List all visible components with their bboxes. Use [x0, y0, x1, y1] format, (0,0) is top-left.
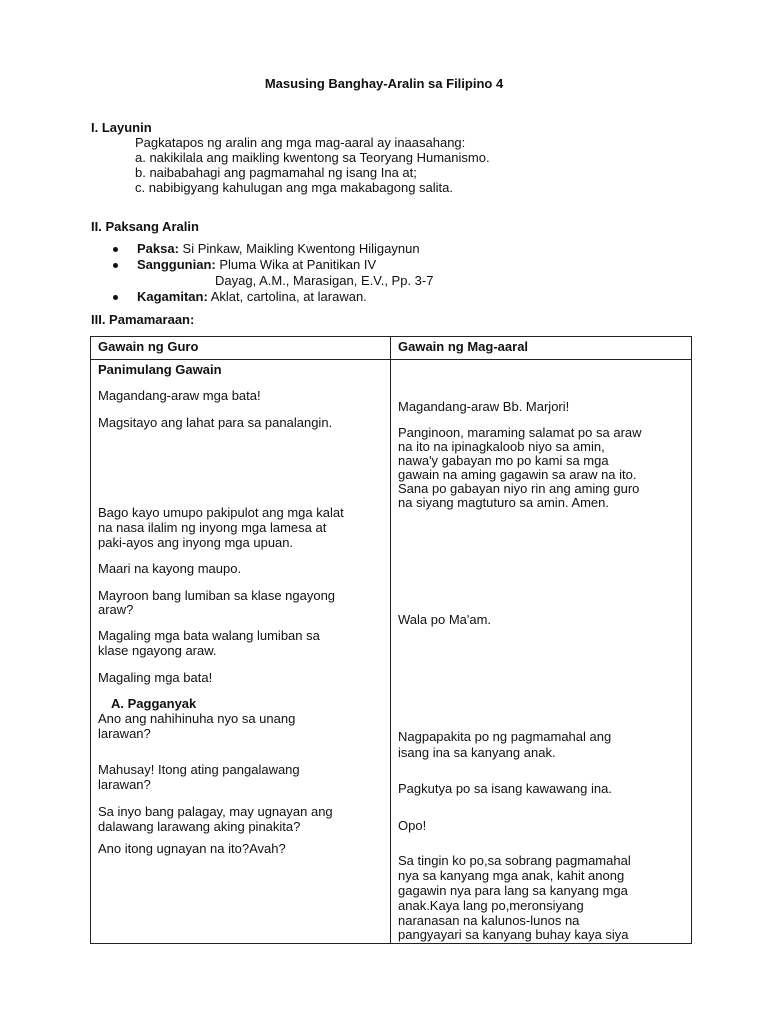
guro-line: Magsitayo ang lahat para sa panalangin.	[98, 415, 333, 430]
bullet-icon	[113, 295, 118, 300]
magaaral-line: nawa'y gabayan mo po kami sa mga	[398, 453, 609, 468]
guro-line: dalawang larawang aking pinakita?	[98, 819, 301, 834]
magaaral-line: Sana po gabayan niyo rin ang aming guro	[398, 481, 640, 496]
magaaral-line: anak.Kaya lang po,meronsiyang	[398, 898, 584, 913]
section-heading-paksang-aralin: II. Paksang Aralin	[91, 219, 199, 234]
guro-line: paki-ayos ang inyong mga upuan.	[98, 535, 294, 550]
guro-line: na nasa ilalim ng inyong mga lamesa at	[98, 520, 327, 535]
magaaral-line: Panginoon, maraming salamat po sa araw	[398, 425, 642, 440]
magaaral-line: isang ina sa kanyang anak.	[398, 745, 556, 760]
guro-cell	[91, 360, 391, 944]
section-heading-layunin: I. Layunin	[91, 120, 152, 135]
magaaral-line: na siyang magtuturo sa amin. Amen.	[398, 495, 610, 510]
magaaral-line: gawain na aming gagawin sa araw na ito.	[398, 467, 637, 482]
list-item-kagamitan	[113, 289, 673, 305]
magaaral-line: nya sa kanyang mga anak, kahit anong	[398, 868, 625, 883]
sanggunian-label: Sanggunian:	[137, 257, 216, 272]
paksang-aralin-list	[113, 241, 673, 305]
table-row	[91, 360, 692, 944]
objectives-intro: Pagkatapos ng aralin ang mga mag-aaral ay inaasahang:	[135, 135, 466, 150]
sanggunian-continuation: Dayag, A.M., Marasigan, E.V., Pp. 3-7	[215, 273, 434, 288]
guro-line: Bago kayo umupo pakipulot ang mga kalat	[98, 505, 344, 520]
guro-line: Magandang-araw mga bata!	[98, 388, 261, 403]
guro-line: Magaling mga bata walang lumiban sa	[98, 628, 320, 643]
objective-item: c. nabibigyang kahulugan ang mga makabagong salita.	[135, 180, 454, 195]
guro-line: Ano itong ugnayan na ito?Avah?	[98, 841, 286, 856]
section-heading-pamamaraan: III. Pamamaraan:	[91, 312, 195, 327]
magaaral-line: Nagpapakita po ng pagmamahal ang	[398, 729, 612, 744]
kagamitan-value: Aklat, cartolina, at larawan.	[210, 289, 367, 304]
bullet-icon	[113, 247, 118, 252]
objective-item: a. nakikilala ang maikling kwentong sa Teoryang Humanismo.	[135, 150, 490, 165]
guro-line: Mayroon bang lumiban sa klase ngayong	[98, 588, 336, 603]
magaaral-line: pangyayari sa kanyang buhay kaya siya	[398, 927, 629, 942]
pagganyak-heading: A. Pagganyak	[111, 696, 197, 711]
magaaral-line: na ito na ipinagkaloob niyo sa amin,	[398, 439, 605, 454]
magaaral-line: Sa tingin ko po,sa sobrang pagmamahal	[398, 853, 631, 868]
guro-line: Maari na kayong maupo.	[98, 561, 242, 576]
paksa-value: Si Pinkaw, Maikling Kwentong Hiligaynun	[182, 241, 420, 256]
guro-line: Magaling mga bata!	[98, 670, 213, 685]
guro-line: klase ngayong araw.	[98, 643, 217, 658]
table-header-row	[91, 337, 692, 360]
sanggunian-value: Pluma Wika at Panitikan IV	[219, 257, 377, 272]
guro-line: Ano ang nahihinuha nyo sa unang	[98, 711, 296, 726]
list-item-paksa	[113, 241, 673, 257]
magaaral-line: Magandang-araw Bb. Marjori!	[398, 399, 570, 414]
guro-line: larawan?	[98, 777, 151, 792]
bullet-icon	[113, 263, 118, 268]
guro-line: Sa inyo bang palagay, may ugnayan ang	[98, 804, 333, 819]
magaaral-line: Wala po Ma'am.	[398, 612, 492, 627]
column-header-magaaral: Gawain ng Mag-aaral	[391, 337, 692, 360]
objectives	[135, 135, 635, 195]
magaaral-line: Pagkutya po sa isang kawawang ina.	[398, 781, 612, 796]
panimulang-gawain-heading: Panimulang Gawain	[98, 362, 222, 377]
objective-item: b. naibabahagi ang pagmamahal ng isang Ina at;	[135, 165, 417, 180]
guro-line: larawan?	[98, 726, 151, 741]
guro-line: Mahusay! Itong ating pangalawang	[98, 762, 300, 777]
magaaral-line: Opo!	[398, 818, 427, 833]
list-item-sanggunian	[113, 257, 673, 273]
magaaral-line: naranasan na kalunos-lunos na	[398, 913, 580, 928]
magaaral-line: gagawin nya para lang sa kanyang mga	[398, 883, 628, 898]
magaaral-cell	[391, 360, 692, 944]
page-title: Masusing Banghay-Aralin sa Filipino 4	[264, 76, 504, 91]
column-header-guro: Gawain ng Guro	[91, 337, 391, 360]
paksa-label: Paksa:	[137, 241, 179, 256]
guro-line: araw?	[98, 602, 134, 617]
kagamitan-label: Kagamitan:	[137, 289, 208, 304]
pamamaraan-table	[90, 336, 692, 944]
